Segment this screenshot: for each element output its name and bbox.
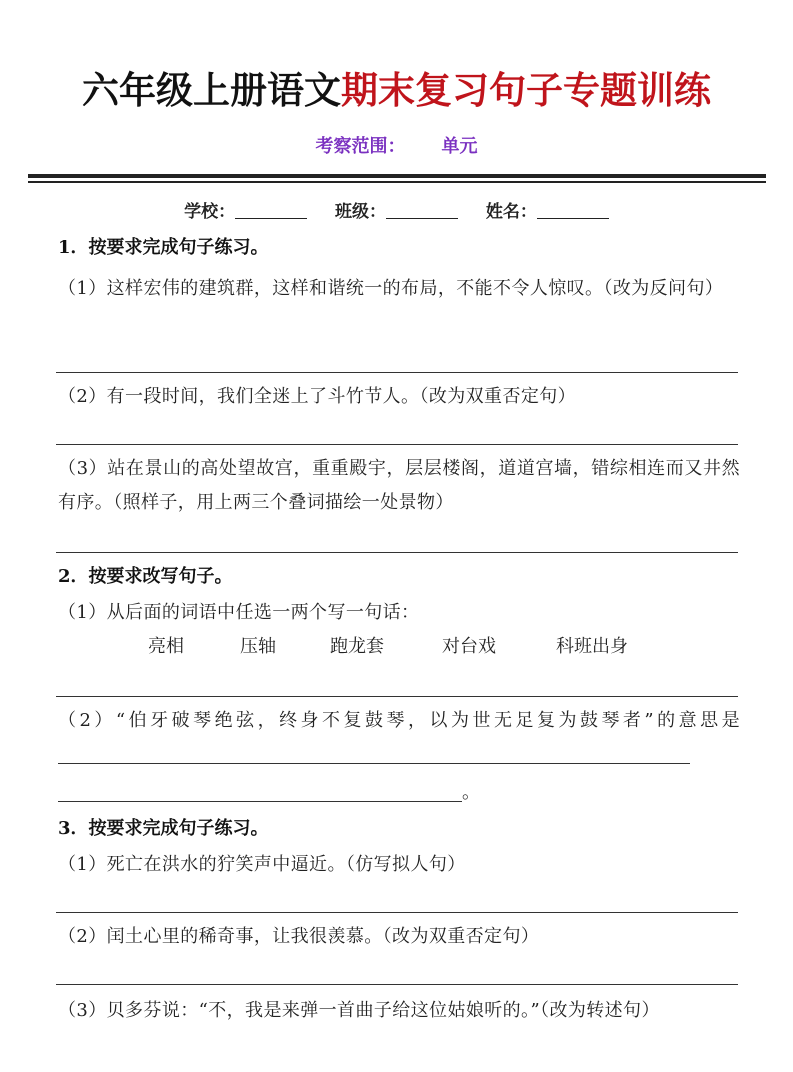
answer-line-2-2b[interactable] (58, 781, 462, 802)
section-1-question-1: （1）这样宏伟的建筑群，这样和谐统一的布局，不能不令人惊叹。（改为反问句） (58, 278, 724, 299)
school-label: 学校： (184, 202, 236, 222)
header-divider-thick (28, 174, 766, 178)
answer-line-2-1[interactable] (56, 696, 738, 697)
section-3-question-1: （1）死亡在洪水的狞笑声中逼近。（仿写拟人句） (58, 854, 466, 875)
word-options (148, 630, 628, 664)
word-option: 对台戏 (442, 636, 496, 657)
class-label: 班级： (335, 202, 386, 222)
title-black: 六年级上册语文 (82, 69, 341, 112)
scope-label: 考察范围： (315, 136, 406, 157)
class-blank[interactable] (386, 200, 458, 219)
section-1-question-2: （2）有一段时间，我们全迷上了斗竹节人。（改为双重否定句） (58, 386, 577, 407)
header-divider-thin (28, 181, 766, 183)
section-1-question-3: （3）站在景山的高处望故宫，重重殿宇，层层楼阁，道道宫墙，错综相连而又井然有序。（照样子，用上两三个叠词描绘一处景物） (58, 458, 740, 513)
name-label: 姓名： (485, 202, 537, 222)
answer-line-1-3[interactable] (56, 552, 738, 553)
answer-line-3-2[interactable] (56, 984, 738, 985)
word-option: 亮相 (148, 636, 184, 657)
page-title (0, 66, 793, 116)
question-2-2-end: 。 (462, 782, 481, 803)
question-2-2-text: （2）“伯牙破琴绝弦，终身不复鼓琴，以为世无足复为鼓琴者”的意思是 (58, 710, 740, 731)
name-blank[interactable] (537, 200, 609, 219)
section-3-question-3: （3）贝多芬说：“不，我是来弹一首曲子给这位姑娘听的。”（改为转述句） (58, 1000, 660, 1021)
answer-line-3-1[interactable] (56, 912, 738, 913)
title-red: 期末复习句子专题训练 (341, 69, 711, 112)
student-info (0, 198, 793, 226)
section-2-question-2-continued (58, 776, 740, 810)
section-3-question-2: （2）闰土心里的稀奇事，让我很羡慕。（改为双重否定句） (58, 926, 540, 947)
section-1-heading: 1．按要求完成句子练习。 (58, 237, 269, 258)
school-blank[interactable] (235, 200, 307, 219)
scope-value: 单元 (441, 136, 478, 157)
answer-line-1-2[interactable] (56, 444, 738, 445)
word-option: 压轴 (240, 636, 276, 657)
answer-line-2-2a[interactable] (58, 743, 690, 764)
word-option: 跑龙套 (330, 636, 384, 657)
word-option: 科班出身 (556, 636, 628, 657)
section-2-question-2 (58, 704, 740, 772)
section-2-question-1: （1）从后面的词语中任选一两个写一句话： (58, 602, 420, 623)
section-3-heading: 3．按要求完成句子练习。 (58, 818, 269, 839)
answer-line-1-1[interactable] (56, 372, 738, 373)
exam-scope (0, 134, 793, 160)
section-2-heading: 2．按要求改写句子。 (58, 566, 233, 587)
